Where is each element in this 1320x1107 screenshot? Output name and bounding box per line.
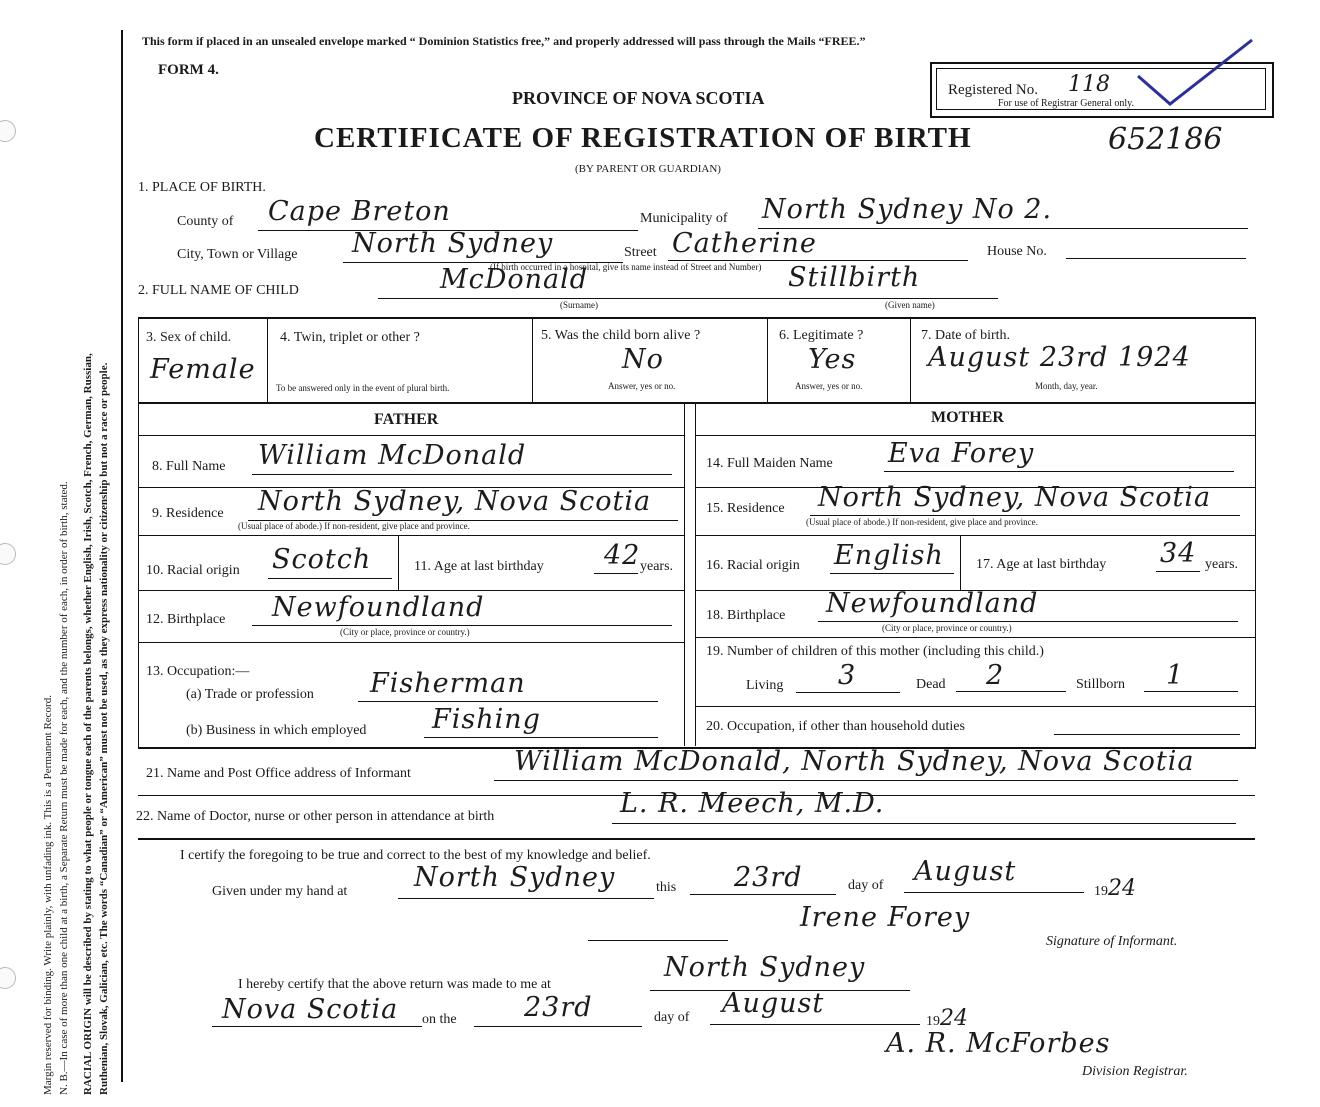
dead-count: 2 bbox=[986, 660, 1005, 691]
certify-year bbox=[1094, 876, 1136, 901]
dead-label: Dead bbox=[916, 677, 946, 692]
father-years-label: years. bbox=[640, 559, 674, 574]
father-heading: FATHER bbox=[374, 411, 439, 428]
place-of-birth-label: 1. PLACE OF BIRTH. bbox=[138, 180, 266, 195]
father-race-label: 10. Racial origin bbox=[146, 563, 240, 578]
informant-value: William McDonald, North Sydney, Nova Scotia bbox=[514, 746, 1195, 777]
sex-value: Female bbox=[150, 354, 256, 385]
binder-hole bbox=[0, 543, 16, 565]
father-residence-label: 9. Residence bbox=[152, 506, 224, 521]
dob-note: Month, day, year. bbox=[1035, 381, 1098, 391]
registrar-month: August bbox=[722, 988, 825, 1019]
mother-birthplace-note: (City or place, province or country.) bbox=[882, 623, 1012, 633]
mother-years-label: years. bbox=[1205, 557, 1239, 572]
mother-name: Eva Forey bbox=[888, 438, 1035, 469]
mother-race: English bbox=[834, 540, 944, 571]
alive-value: No bbox=[622, 344, 664, 375]
margin-note-racial: RACIAL ORIGIN will be described by stating to what people or tongue each of the parents belongs, whether English, Irish, Scotch, French, German, Russian, bbox=[82, 353, 94, 1095]
doctor-value: L. R. Meech, M.D. bbox=[620, 788, 885, 819]
municipality-value: North Sydney No 2. bbox=[762, 194, 1053, 225]
twin-note: To be answered only in the event of plural birth. bbox=[276, 383, 450, 393]
registrar-place-2: Nova Scotia bbox=[222, 994, 399, 1025]
town-value: North Sydney bbox=[352, 228, 554, 259]
registered-number: 118 bbox=[1068, 72, 1110, 97]
margin-note-binding: Margin reserved for binding. Write plainly, with unfading ink. This is a Permanent Record. bbox=[42, 695, 54, 1095]
binder-hole bbox=[0, 967, 16, 989]
father-age: 42 bbox=[604, 540, 641, 571]
doctor-label: 22. Name of Doctor, nurse or other person in attendance at birth bbox=[136, 809, 495, 824]
child-given-name: Stillbirth bbox=[788, 262, 921, 293]
registrar-place-1: North Sydney bbox=[664, 952, 866, 983]
father-birthplace-note: (City or place, province or country.) bbox=[340, 627, 470, 637]
municipality-label: Municipality of bbox=[640, 211, 728, 226]
certificate-title: CERTIFICATE OF REGISTRATION OF BIRTH bbox=[314, 122, 972, 154]
province-heading: PROVINCE OF NOVA SCOTIA bbox=[512, 88, 765, 108]
children-count-label: 19. Number of children of this mother (including this child.) bbox=[706, 644, 1044, 659]
father-age-label: 11. Age at last birthday bbox=[414, 559, 544, 574]
certify-year-prefix: 19 bbox=[1094, 884, 1108, 899]
sex-label: 3. Sex of child. bbox=[146, 330, 232, 345]
registrar-caption: Division Registrar. bbox=[1082, 1064, 1188, 1079]
checkmark-icon bbox=[1130, 36, 1260, 111]
margin-note-racial-cont: Ruthenian, Slovak, Galician, etc. The words “Canadian” or “American” must not be used, as they express nationality or citizenship but not a race or people. bbox=[98, 362, 110, 1095]
town-label bbox=[177, 247, 297, 263]
certify-day-of-label: day of bbox=[848, 878, 884, 893]
mother-occupation-label: 20. Occupation, if other than household duties bbox=[706, 719, 965, 734]
registrar-year-suffix: 24 bbox=[940, 1006, 968, 1031]
father-trade: Fisherman bbox=[370, 668, 526, 699]
hospital-note: (If birth occurred in a hospital, give its name instead of Street and Number) bbox=[490, 262, 762, 272]
mother-residence: North Sydney, Nova Scotia bbox=[818, 482, 1212, 513]
registered-label: Registered No. bbox=[948, 82, 1038, 98]
father-name-label: 8. Full Name bbox=[152, 459, 226, 474]
mother-age-label: 17. Age at last birthday bbox=[976, 557, 1107, 572]
living-label: Living bbox=[746, 678, 784, 693]
certify-day: 23rd bbox=[734, 862, 803, 893]
street-value: Catherine bbox=[672, 228, 817, 259]
mother-birthplace-label: 18. Birthplace bbox=[706, 608, 786, 623]
father-name: William McDonald bbox=[258, 440, 527, 471]
mother-name-label: 14. Full Maiden Name bbox=[706, 456, 833, 471]
living-count: 3 bbox=[838, 660, 857, 691]
given-under-label: Given under my hand at bbox=[212, 884, 348, 899]
legitimate-note: Answer, yes or no. bbox=[795, 381, 863, 391]
registrar-on-the-label: on the bbox=[422, 1012, 457, 1027]
father-residence: North Sydney, Nova Scotia bbox=[258, 486, 652, 517]
father-business: Fishing bbox=[432, 704, 541, 735]
given-caption: (Given name) bbox=[885, 300, 935, 310]
informant-signature-caption: Signature of Informant. bbox=[1046, 934, 1178, 949]
certify-year-suffix: 24 bbox=[1108, 876, 1136, 901]
mail-note: This form if placed in an unsealed envelope marked “ Dominion Statistics free,” and properly addressed will pass through the Mails “FREE.” bbox=[142, 34, 866, 48]
registrar-signature: A. R. McForbes bbox=[886, 1028, 1111, 1059]
this-label: this bbox=[656, 880, 677, 895]
certify-statement: I certify the foregoing to be true and correct to the best of my knowledge and belief. bbox=[180, 848, 651, 863]
house-number-label: House No. bbox=[987, 244, 1047, 259]
informant-label: 21. Name and Post Office address of Informant bbox=[146, 766, 411, 781]
father-business-label: (b) Business in which employed bbox=[186, 723, 367, 738]
mother-residence-label: 15. Residence bbox=[706, 501, 785, 516]
mother-residence-note: (Usual place of abode.) If non-resident, give place and province. bbox=[806, 517, 1038, 527]
legitimate-value: Yes bbox=[808, 344, 857, 375]
alive-label: 5. Was the child born alive ? bbox=[541, 328, 701, 343]
mother-heading: MOTHER bbox=[931, 409, 1004, 426]
registrar-year-prefix: 19 bbox=[926, 1014, 940, 1029]
form-left-border bbox=[121, 30, 123, 1082]
informant-signature: Irene Forey bbox=[800, 902, 971, 933]
legitimate-label: 6. Legitimate ? bbox=[779, 328, 864, 343]
child-name-label: 2. FULL NAME OF CHILD bbox=[138, 283, 299, 298]
form-number: FORM 4. bbox=[158, 62, 219, 78]
mother-race-label: 16. Racial origin bbox=[706, 558, 800, 573]
registrar-day: 23rd bbox=[524, 992, 593, 1023]
father-race: Scotch bbox=[272, 544, 372, 575]
binder-hole bbox=[0, 120, 16, 142]
registrar-statement: I hereby certify that the above return was made to me at bbox=[238, 977, 551, 992]
dob-value: August 23rd 1924 bbox=[928, 342, 1191, 373]
father-trade-label: (a) Trade or profession bbox=[186, 687, 314, 702]
father-birthplace: Newfoundland bbox=[272, 592, 485, 623]
alive-note: Answer, yes or no. bbox=[608, 381, 676, 391]
father-birthplace-label: 12. Birthplace bbox=[146, 612, 226, 627]
county-value: Cape Breton bbox=[268, 196, 451, 227]
certificate-subtitle: (BY PARENT OR GUARDIAN) bbox=[575, 163, 721, 175]
father-occupation-label: 13. Occupation:— bbox=[146, 664, 250, 679]
mother-age: 34 bbox=[1160, 538, 1197, 569]
father-residence-note: (Usual place of abode.) If non-resident, give place and province. bbox=[238, 521, 470, 531]
mother-birthplace: Newfoundland bbox=[826, 588, 1039, 619]
county-label: County of bbox=[177, 214, 234, 229]
twin-label: 4. Twin, triplet or other ? bbox=[280, 330, 420, 345]
street-label: Street bbox=[624, 245, 657, 260]
certify-place: North Sydney bbox=[414, 862, 616, 893]
file-number: 652186 bbox=[1108, 122, 1223, 157]
stillborn-count: 1 bbox=[1166, 660, 1185, 691]
registrar-note: For use of Registrar General only. bbox=[998, 98, 1134, 109]
certify-month: August bbox=[914, 856, 1017, 887]
stillborn-label: Stillborn bbox=[1076, 677, 1126, 692]
registrar-day-of-label: day of bbox=[654, 1010, 690, 1025]
child-surname: McDonald bbox=[440, 264, 589, 295]
dob-label: 7. Date of birth. bbox=[921, 328, 1011, 343]
surname-caption: (Surname) bbox=[560, 300, 598, 310]
margin-note-nb: N. B.—In case of more than one child at a birth, a Separate Return must be made for each, and the number of each, in order of birth, stated. bbox=[58, 481, 70, 1095]
town-label-text: City, Town or Village bbox=[177, 247, 298, 262]
